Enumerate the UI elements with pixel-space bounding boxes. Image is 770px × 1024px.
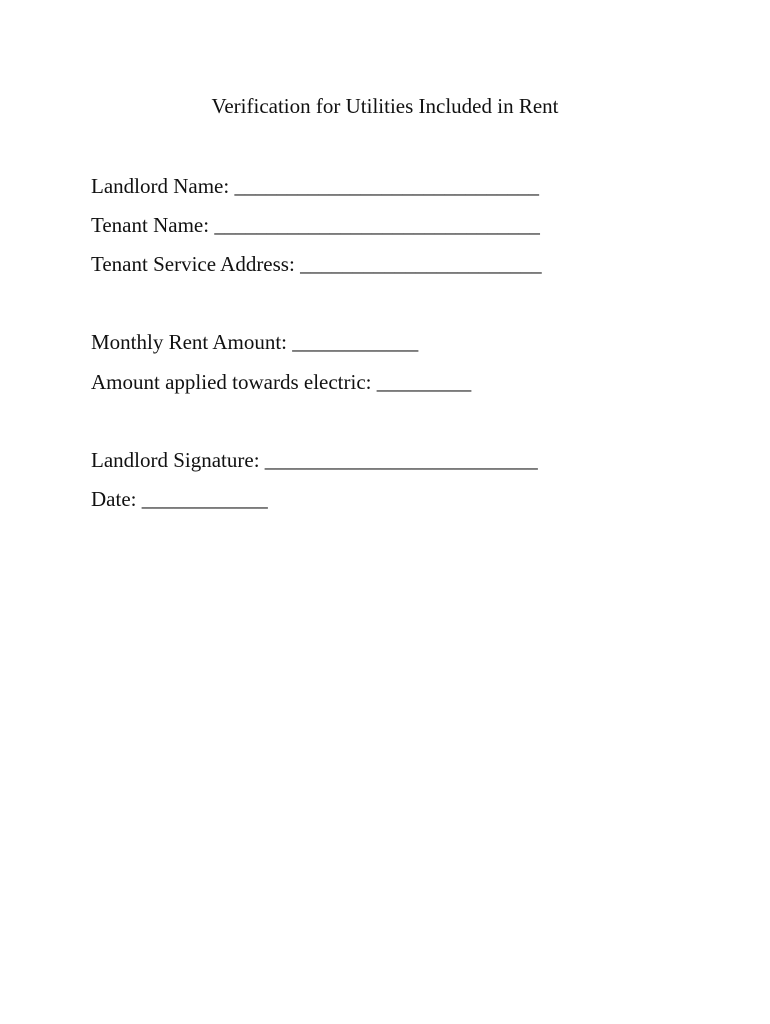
tenant-service-address-label: Tenant Service Address: — [91, 252, 295, 276]
date-field[interactable]: ____________ — [141, 487, 268, 511]
monthly-rent-amount-row — [91, 329, 418, 355]
document-title: Verification for Utilities Included in Rent — [211, 94, 559, 118]
tenant-service-address-row — [91, 251, 542, 277]
landlord-signature-label: Landlord Signature: — [91, 448, 260, 472]
landlord-signature-row — [91, 447, 538, 473]
tenant-name-row — [91, 212, 540, 238]
landlord-name-label: Landlord Name: — [91, 174, 230, 198]
date-label: Date: — [91, 487, 137, 511]
tenant-service-address-field[interactable]: _______________________ — [300, 252, 542, 276]
tenant-name-field[interactable]: _______________________________ — [214, 213, 540, 237]
amount-electric-row — [91, 369, 471, 395]
tenant-name-label: Tenant Name: — [91, 213, 210, 237]
amount-electric-label: Amount applied towards electric: — [91, 370, 372, 394]
landlord-name-row — [91, 173, 539, 199]
landlord-signature-field[interactable]: __________________________ — [264, 448, 538, 472]
landlord-name-field[interactable]: _____________________________ — [234, 174, 539, 198]
date-row — [91, 486, 268, 512]
monthly-rent-amount-field[interactable]: ____________ — [292, 330, 419, 354]
amount-electric-field[interactable]: _________ — [376, 370, 472, 394]
monthly-rent-amount-label: Monthly Rent Amount: — [91, 330, 288, 354]
